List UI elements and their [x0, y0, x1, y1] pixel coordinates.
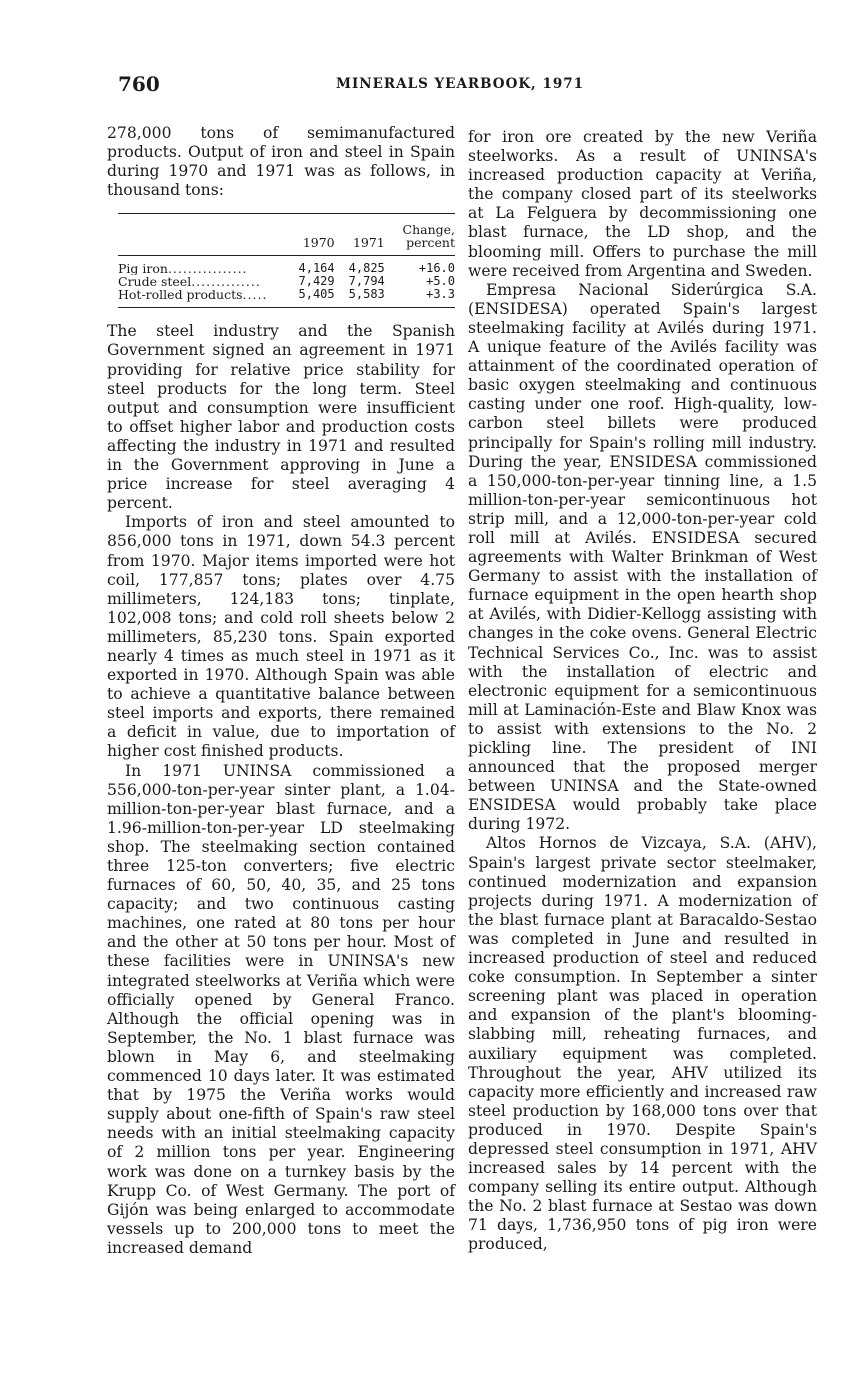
body-paragraph: Empresa Nacional Siderúrgica S.A. (ENSIDESA) operated Spain's largest steelmaking facility at Avilés during 1971. A unique feature of the Avilés facility was attainment of the coordinated operation of basic oxygen steelmaking and continuous casting under one roof. High-quality, low-carbon steel billets were produced principally for Spain's rolling mill industry. During the year, ENSIDESA commissioned a 150,000-ton-per-year tinning line, a 1.5 million-ton-per-year semicontinuous hot strip mill, and a 12,000-ton-per-year cold roll mill at Avilés. ENSIDESA secured agreements with Walter Brinkman of West Germany to assist with the installation of furnace equipment in the open hearth shop at Avilés, with Didier-Kellogg assisting with changes in the coke ovens. General Electric Technical Services Co., Inc. was to assist with the installation of electric and electronic equipment for a semicontinuous mill at Laminación-Este and Blaw Knox was to assist with extensions to the No. 2 pickling line. The president of INI announced that the proposed merger between UNINSA and the State-owned ENSIDESA would probably take place during 1972.	[468, 280, 817, 834]
table-header-1971: 1971	[335, 214, 385, 256]
body-paragraph: for iron ore created by the new Veriña steelworks. As a result of UNINSA's increased production capacity at Veriña, the company closed part of its steelworks at La Felguera by decommissioning one blast furnace, the LD shop, and the blooming mill. Offers to purchase the mill were received from Argentina and Sweden.	[468, 128, 817, 280]
right-column	[468, 128, 817, 1255]
cell-change: +3.3	[385, 288, 455, 308]
row-leader: .....	[242, 288, 268, 303]
cell-1970: 7,429	[298, 274, 335, 289]
table-header-row	[118, 214, 455, 256]
body-paragraph: The steel industry and the Spanish Government signed an agreement in 1971 providing for relative price stability for steel products for the long term. Steel output and consumption were insufficient to offset higher labor and production costs affecting the industry in 1971 and resulted in the Government approving in June a price increase for steel averaging 4 percent.	[107, 322, 455, 513]
row-label: Pig iron	[118, 261, 168, 276]
cell-1971: 5,583	[335, 288, 385, 308]
body-paragraph: Imports of iron and steel amounted to 856,000 tons in 1971, down 54.3 percent from 1970. Major items imported were hot coil, 177,857 tons; plates over 4.75 millimeters, 124,183 tons; tinplate, 102,008 tons; and cold roll sheets below 2 millimeters, 85,230 tons. Spain exported nearly 4 times as much steel in 1971 as it exported in 1970. Although Spain was able to achieve a quantitative balance between steel imports and exports, there remained a deficit in value, due to importation of higher cost finished products.	[107, 513, 455, 761]
table-row	[118, 288, 455, 308]
body-paragraph: In 1971 UNINSA commissioned a 556,000-ton-per-year sinter plant, a 1.04-million-ton-per-year blast furnace, and a 1.96-million-ton-per-year LD steelmaking shop. The steelmaking section contained three 125-ton converters; five electric furnaces of 60, 50, 40, 35, and 25 tons capacity; and two continuous casting machines, one rated at 80 tons per hour and the other at 50 tons per hour. Most of these facilities were in UNINSA's new integrated steelworks at Veriña which were officially opened by General Franco. Although the official opening was in September, the No. 1 blast furnace was blown in May 6, and steelmaking commenced 10 days later. It was estimated that by 1975 the Veriña works would supply about one-fifth of Spain's raw steel needs with an initial steelmaking capacity of 2 million tons per year. Engineering work was done on a turnkey basis by the Krupp Co. of West Germany. The port of Gijón was being enlarged to accommodate vessels up to 200,000 tons to meet the increased demand	[107, 761, 455, 1257]
cell-change: +5.0	[426, 274, 455, 289]
cell-1971: 4,825	[348, 261, 385, 276]
table-row	[118, 275, 455, 288]
table-header-change: Change, percent	[385, 214, 455, 256]
table-header-1970: 1970	[284, 214, 334, 256]
row-leader: ..............	[191, 275, 261, 289]
row-label: Crude steel	[118, 275, 192, 289]
row-label: Hot-rolled products	[118, 288, 243, 303]
running-title: MINERALS YEARBOOK, 1971	[336, 76, 585, 92]
page-number: 760	[118, 72, 160, 96]
output-table-wrapper	[118, 213, 455, 308]
body-paragraph: Altos Hornos de Vizcaya, S.A. (AHV), Spain's largest private sector steelmaker, continued modernization and expansion projects during 1971. A modernization of the blast furnace plant at Baracaldo-Sestao was completed in June and resulted in increased production of steel and reduced coke consumption. In September a sinter screening plant was placed in operation and expansion of the plant's blooming-slabbing mill, reheating furnaces, and auxiliary equipment was completed. Throughout the year, AHV utilized its capacity more efficiently and increased raw steel production by 168,000 tons over that produced in 1970. Despite Spain's depressed steel consumption in 1971, AHV increased sales by 14 percent with the company selling its entire output. Although the No. 2 blast furnace at Sestao was down 71 days, 1,736,950 tons of pig iron were produced,	[468, 834, 817, 1254]
cell-1970: 4,164	[298, 261, 335, 276]
intro-paragraph: 278,000 tons of semimanufactured products. Output of iron and steel in Spain during 1970 and 1971 was as follows, in thousand tons:	[107, 124, 455, 200]
left-column	[107, 124, 455, 1258]
output-table	[118, 213, 455, 308]
cell-1971: 7,794	[348, 274, 385, 289]
table-header-label	[118, 214, 284, 256]
cell-1970: 5,405	[284, 288, 334, 308]
cell-change: +16.0	[418, 261, 455, 276]
row-leader: ................	[167, 261, 248, 276]
table-row	[118, 256, 455, 276]
